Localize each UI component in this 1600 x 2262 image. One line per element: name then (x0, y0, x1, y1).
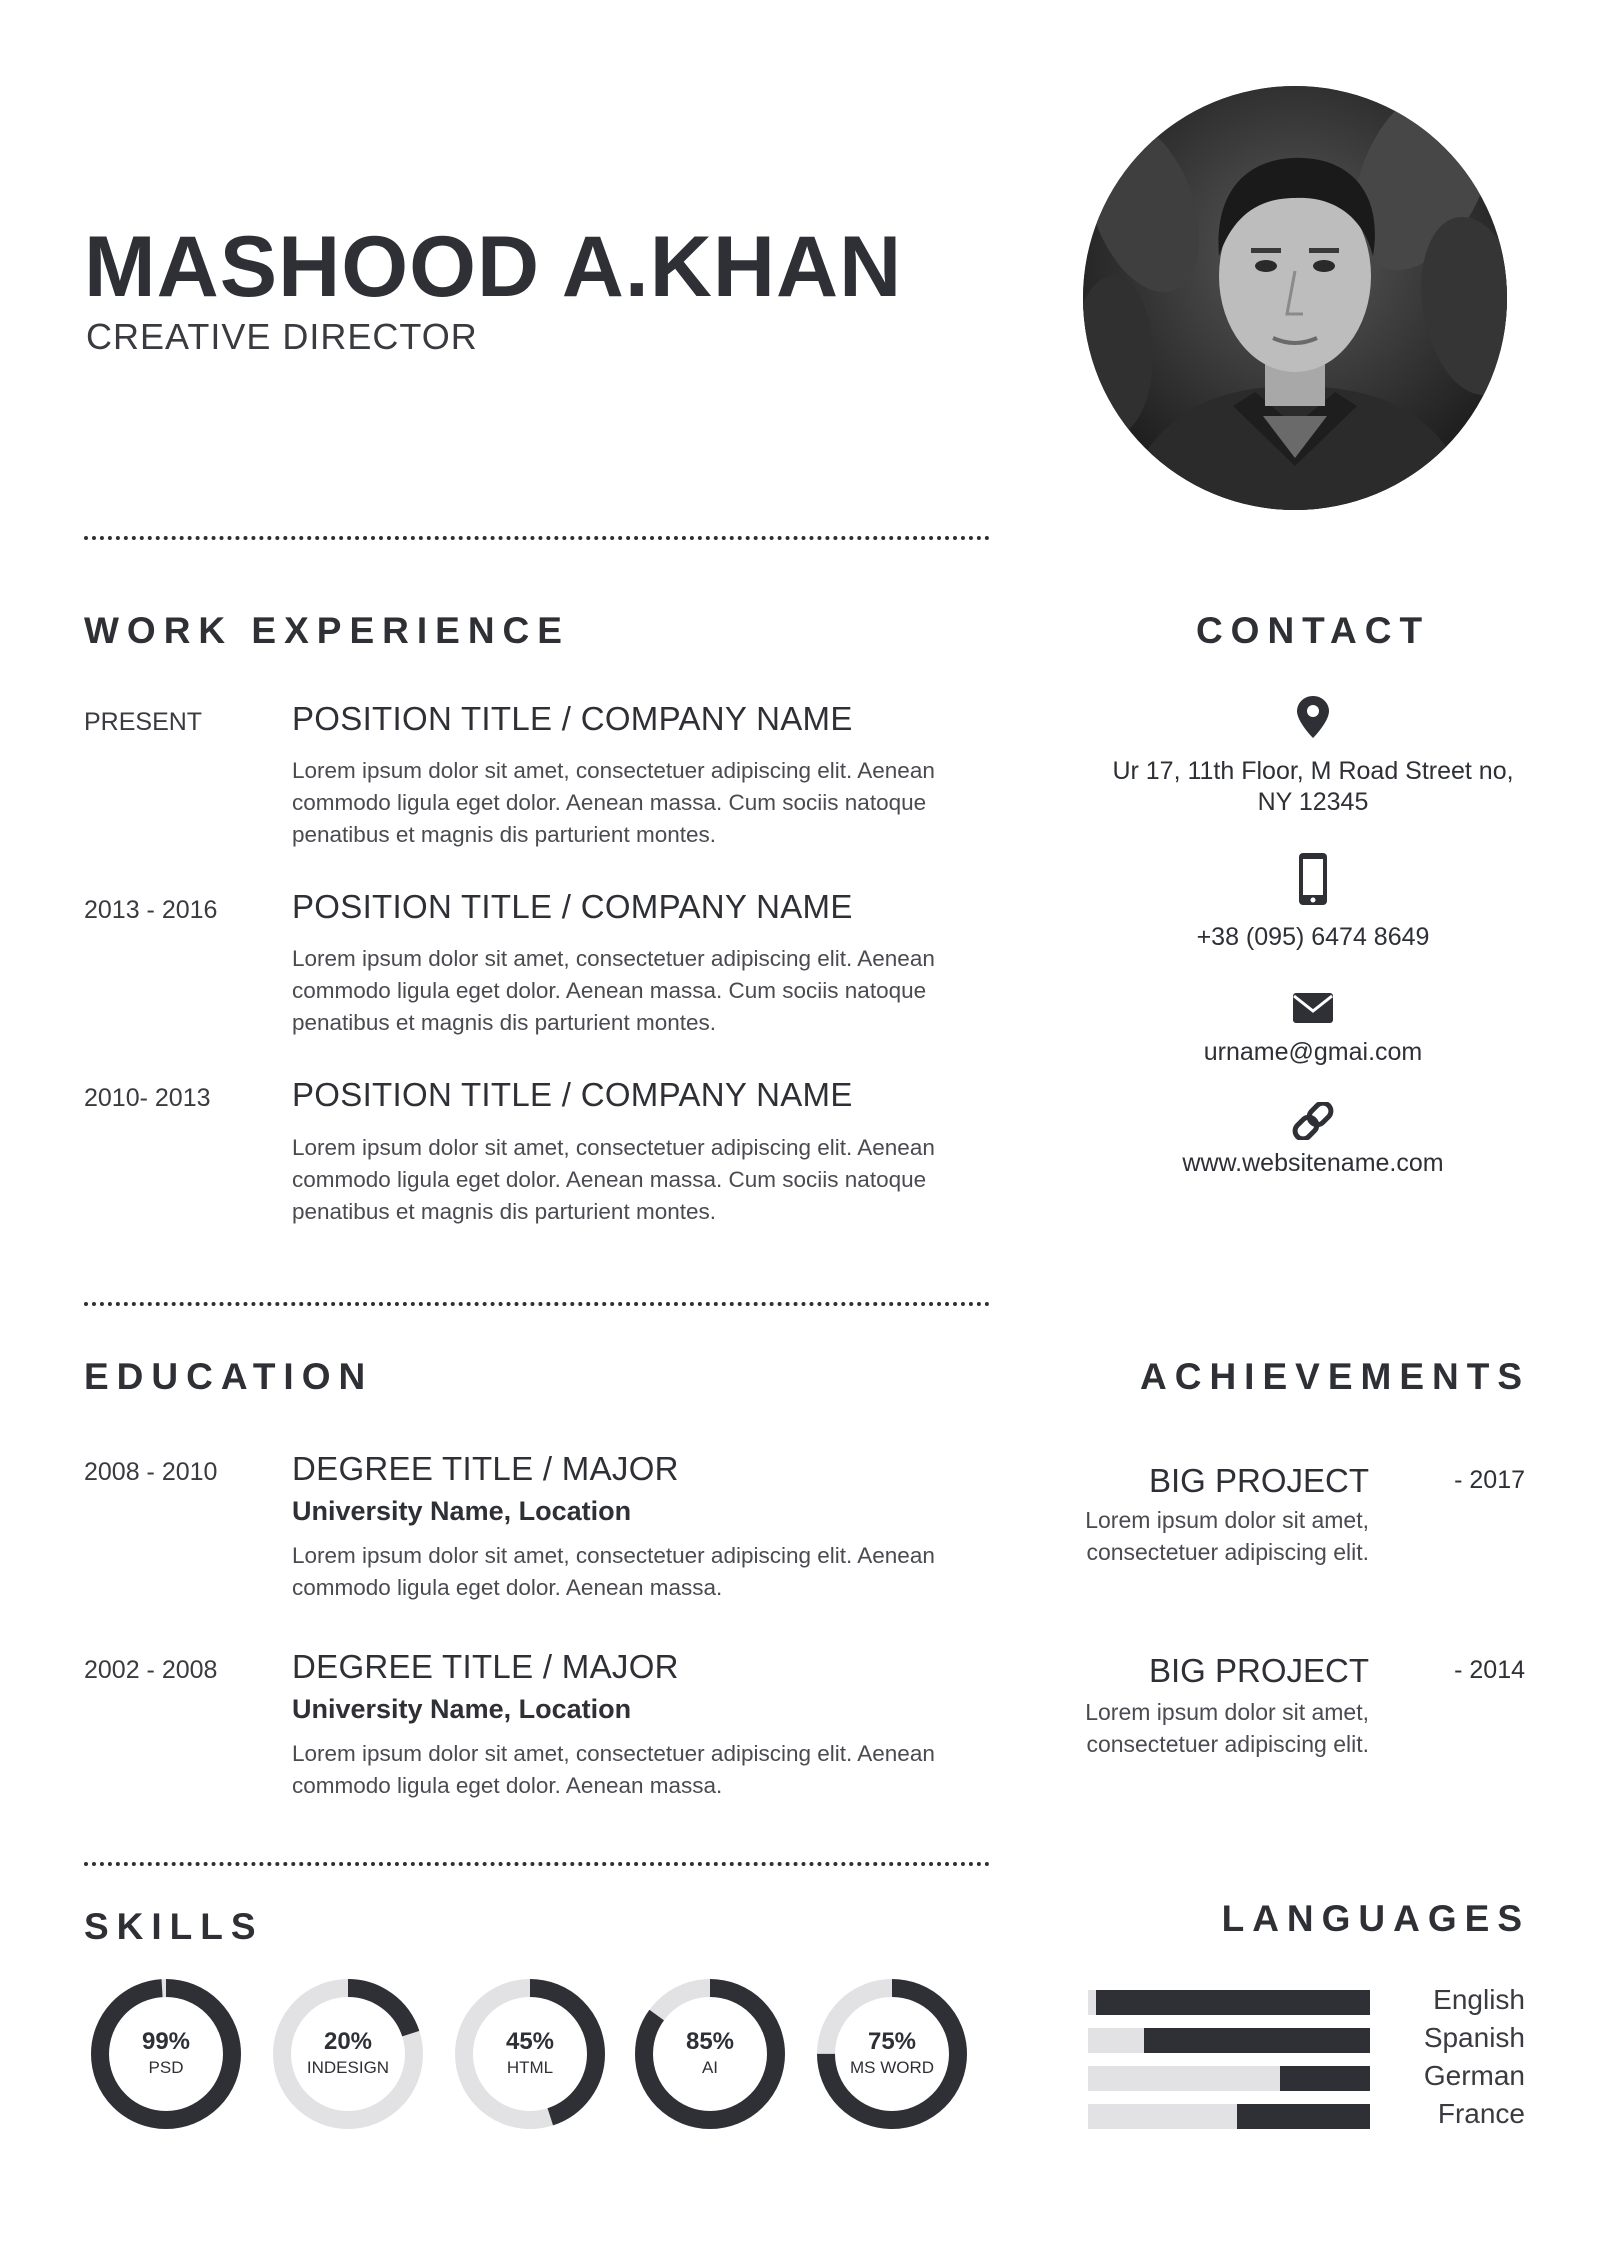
contact-email[interactable]: urname@gmai.com (1203, 1038, 1423, 1066)
language-bar-fill (1237, 2104, 1370, 2129)
resume-role: CREATIVE DIRECTOR (86, 316, 478, 357)
skill-donut (452, 1976, 608, 2132)
phone-icon (1283, 852, 1343, 911)
portrait-image (1083, 86, 1507, 510)
skill-donut (88, 1976, 244, 2132)
skill-donut (814, 1976, 970, 2132)
work-date: 2013 - 2016 (84, 896, 218, 924)
language-name: Spanish (1423, 2022, 1525, 2053)
skill-donut (632, 1976, 788, 2132)
skill-percent: 20% (323, 2028, 373, 2055)
skill-name: PSD (148, 2058, 184, 2077)
achievement-year: - 2017 (1454, 1466, 1525, 1494)
education-university: University Name, Location (292, 1694, 632, 1724)
envelope-icon (1283, 992, 1343, 1029)
work-date: PRESENT (84, 708, 203, 736)
language-bar (1088, 1990, 1370, 2015)
skill-percent: 85% (685, 2028, 735, 2055)
work-description: Lorem ipsum dolor sit amet, consectetuer adipiscing elit. Aenean commodo ligula eget dolor. Aenean massa. Cum sociis natoque penatibus et magnis dis parturient montes. (292, 946, 935, 1035)
education-heading: EDUCATION (84, 1356, 374, 1397)
contact-heading: CONTACT (1195, 610, 1431, 651)
divider (84, 1302, 990, 1306)
achievement-title: BIG PROJECT (1148, 1652, 1369, 1689)
resume-name: MASHOOD A.KHAN (84, 219, 903, 315)
divider (84, 1862, 990, 1866)
language-name: English (1433, 1984, 1525, 2015)
education-degree: DEGREE TITLE / MAJOR (292, 1648, 679, 1685)
language-bar-fill (1280, 2066, 1370, 2091)
language-bar (1088, 2066, 1370, 2091)
skill-name: AI (701, 2058, 719, 2077)
skill-percent: 75% (867, 2028, 917, 2055)
work-position: POSITION TITLE / COMPANY NAME (292, 700, 853, 737)
link-icon (1283, 1102, 1343, 1145)
achievement-title: BIG PROJECT (1148, 1462, 1369, 1499)
education-date: 2002 - 2008 (84, 1656, 218, 1684)
education-description: Lorem ipsum dolor sit amet, consectetuer adipiscing elit. Aenean commodo ligula eget dolor. Aenean massa. (292, 1741, 935, 1798)
location-pin-icon (1283, 694, 1343, 747)
work-description: Lorem ipsum dolor sit amet, consectetuer adipiscing elit. Aenean commodo ligula eget dolor. Aenean massa. Cum sociis natoque penatibus et magnis dis parturient montes. (292, 758, 935, 847)
achievement-year: - 2014 (1454, 1656, 1525, 1684)
work-description: Lorem ipsum dolor sit amet, consectetuer adipiscing elit. Aenean commodo ligula eget dolor. Aenean massa. Cum sociis natoque penatibus et magnis dis parturient montes. (292, 1135, 935, 1224)
education-university: University Name, Location (292, 1496, 632, 1526)
work-position: POSITION TITLE / COMPANY NAME (292, 888, 853, 925)
skills-heading: SKILLS (84, 1906, 264, 1947)
language-name: France (1437, 2098, 1525, 2129)
language-bar-fill (1096, 1990, 1370, 2015)
education-description: Lorem ipsum dolor sit amet, consectetuer adipiscing elit. Aenean commodo ligula eget dolor. Aenean massa. (292, 1543, 935, 1600)
education-date: 2008 - 2010 (84, 1458, 218, 1486)
work-date: 2010- 2013 (84, 1084, 211, 1112)
work-experience-heading: WORK EXPERIENCE (84, 610, 570, 651)
achievement-description: Lorem ipsum dolor sit amet, consectetuer adipiscing elit. (1085, 1699, 1369, 1757)
contact-address: Ur 17, 11th Floor, M Road Street no, NY 12345 (1112, 757, 1514, 816)
skill-percent: 45% (505, 2028, 555, 2055)
profile-photo (1083, 86, 1507, 510)
divider (84, 536, 990, 540)
contact-website[interactable]: www.websitename.com (1182, 1149, 1444, 1177)
skill-name: HTML (506, 2058, 554, 2077)
achievements-heading: ACHIEVEMENTS (1140, 1356, 1530, 1397)
contact-phone: +38 (095) 6474 8649 (1196, 923, 1430, 951)
achievement-description: Lorem ipsum dolor sit amet, consectetuer adipiscing elit. (1085, 1507, 1369, 1565)
skill-name: MS WORD (849, 2058, 935, 2077)
skill-percent: 99% (141, 2028, 191, 2055)
language-name: German (1423, 2060, 1525, 2091)
languages-heading: LANGUAGES (1221, 1898, 1530, 1939)
work-position: POSITION TITLE / COMPANY NAME (292, 1076, 853, 1113)
skill-name: INDESIGN (306, 2058, 390, 2077)
language-bar (1088, 2028, 1370, 2053)
education-degree: DEGREE TITLE / MAJOR (292, 1450, 679, 1487)
skill-donut (270, 1976, 426, 2132)
language-bar (1088, 2104, 1370, 2129)
language-bar-fill (1144, 2028, 1370, 2053)
